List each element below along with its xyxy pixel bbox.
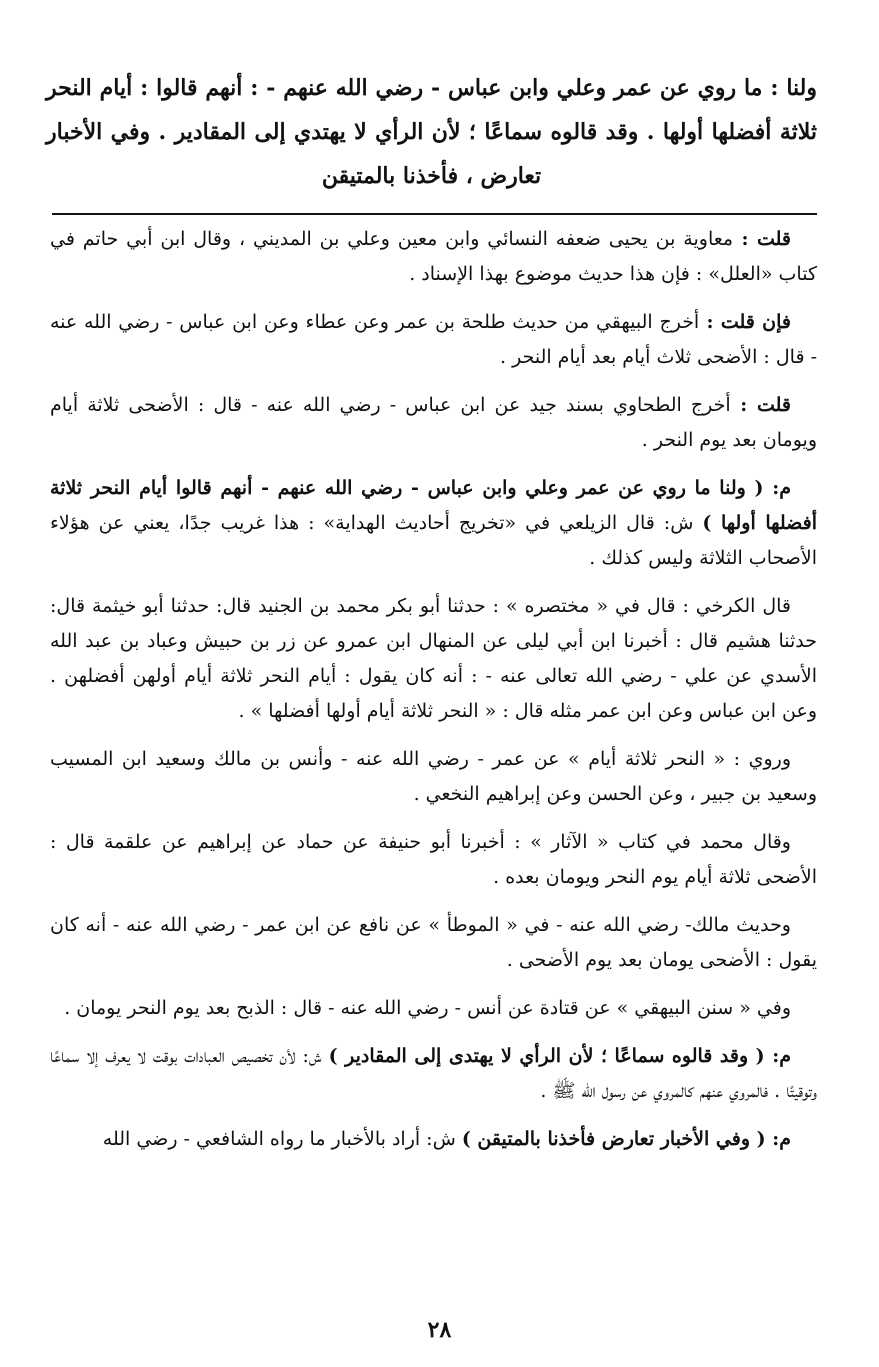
commentary-section xyxy=(50,222,817,1170)
paragraph-lead: قلت : xyxy=(730,394,791,416)
paragraph-text: أخرج البيهقي من حديث طلحة بن عمر وعن عطاء وعن ابن عباس - رضي الله عنه - قال : الأضحى ثلاث أيام بعد أيام النحر . xyxy=(50,311,817,368)
paragraph-lead: م: ( ولنا ما روي عن عمر وعلي وابن عباس - رضي الله عنهم - أنهم قالوا أيام النحر ثلاثة أفضلها أولها ) xyxy=(50,477,817,534)
matn-text: ولنا : ما روي عن عمر وعلي وابن عباس - رضي الله عنهم - : أنهم قالوا : أيام النحر ثلاثة أفضلها أولها . وقد قالوه سماعًا ؛ لأن الرأي لا يهتدي إلى المقادير . وفي الأخبار تعارض ، فأخذنا بالمتيقن xyxy=(46,75,817,189)
paragraph-text: معاوية بن يحيى ضعفه النسائي وابن معين وعلي بن المديني ، وقال ابن أبي حاتم في كتاب «العلل» : فإن هذا حديث موضوع بهذا الإسناد . xyxy=(50,228,817,285)
paragraph xyxy=(50,825,817,895)
paragraph-lead: قلت : xyxy=(733,228,791,250)
paragraph-lead: م: ( وفي الأخبار تعارض فأخذنا بالمتيقن ) xyxy=(461,1128,791,1150)
paragraph-text: ش: قال الزيلعي في «تخريج أحاديث الهداية» : هذا غريب جدًا، يعني عن هؤلاء الأصحاب الثلاثة وليس كذلك . xyxy=(50,512,817,569)
paragraph-text: ش: لأن تخصيص العبادات بوقت لا يعرف إلا سماعًا وتوقيتًا . فالمروي عنهم كالمروي عن رسول الله ﷺ . xyxy=(50,1045,817,1102)
paragraph xyxy=(50,471,817,576)
paragraph-lead: م: ( وقد قالوه سماعًا ؛ لأن الرأي لا يهتدى إلى المقادير ) xyxy=(328,1045,791,1067)
paragraph-text: وقال محمد في كتاب « الآثار » : أخبرنا أبو حنيفة عن حماد عن إبراهيم عن علقمة قال : الأضحى ثلاثة أيام يوم النحر ويومان بعده . xyxy=(50,831,817,888)
paragraph-text: وروي : « النحر ثلاثة أيام » عن عمر - رضي الله عنه - وأنس بن مالك وسعيد ابن المسيب وسعيد بن جبير ، وعن الحسن وعن إبراهيم النخعي . xyxy=(50,748,817,805)
paragraph xyxy=(50,1122,817,1157)
paragraph xyxy=(50,1039,817,1109)
paragraph-text: قال الكرخي : قال في « مختصره » : حدثنا أبو بكر محمد بن الجنيد قال: حدثنا أبو خيثمة قال: حدثنا هشيم قال : أخبرنا ابن أبي ليلى عن المنهال ابن عمرو عن زر بن حبيش وعباد بن عبد الله الأسدي عن علي - رضي الله تعالى عنه - : أنه كان يقول : أيام النحر ثلاثة أيام أولهن أفضلهن . وعن ابن عباس وعن ابن عمر مثله قال : « النحر ثلاثة أيام أولها أفضلها » . xyxy=(50,595,817,722)
divider-line xyxy=(52,213,817,215)
paragraph-text: وفي « سنن البيهقي » عن قتادة عن أنس - رضي الله عنه - قال : الذبح بعد يوم النحر يومان . xyxy=(64,997,791,1019)
paragraph-text: ش: أراد بالأخبار ما رواه الشافعي - رضي الله xyxy=(102,1128,462,1150)
paragraph-text: وحديث مالك- رضي الله عنه - في « الموطأ » عن نافع عن ابن عمر - رضي الله عنه - أنه كان يقول : الأضحى يومان بعد يوم الأضحى . xyxy=(50,914,817,971)
page-number: ٢٨ xyxy=(427,1317,452,1343)
paragraph xyxy=(50,589,817,729)
paragraph xyxy=(50,742,817,812)
paragraph xyxy=(50,388,817,458)
paragraph xyxy=(50,908,817,978)
paragraph-text: أخرج الطحاوي بسند جيد عن ابن عباس - رضي الله عنه - قال : الأضحى ثلاثة أيام ويومان بعد يوم النحر . xyxy=(50,394,817,451)
paragraph xyxy=(50,222,817,292)
paragraph xyxy=(50,991,817,1026)
paragraph-lead: فإن قلت : xyxy=(699,311,791,333)
paragraph xyxy=(50,305,817,375)
